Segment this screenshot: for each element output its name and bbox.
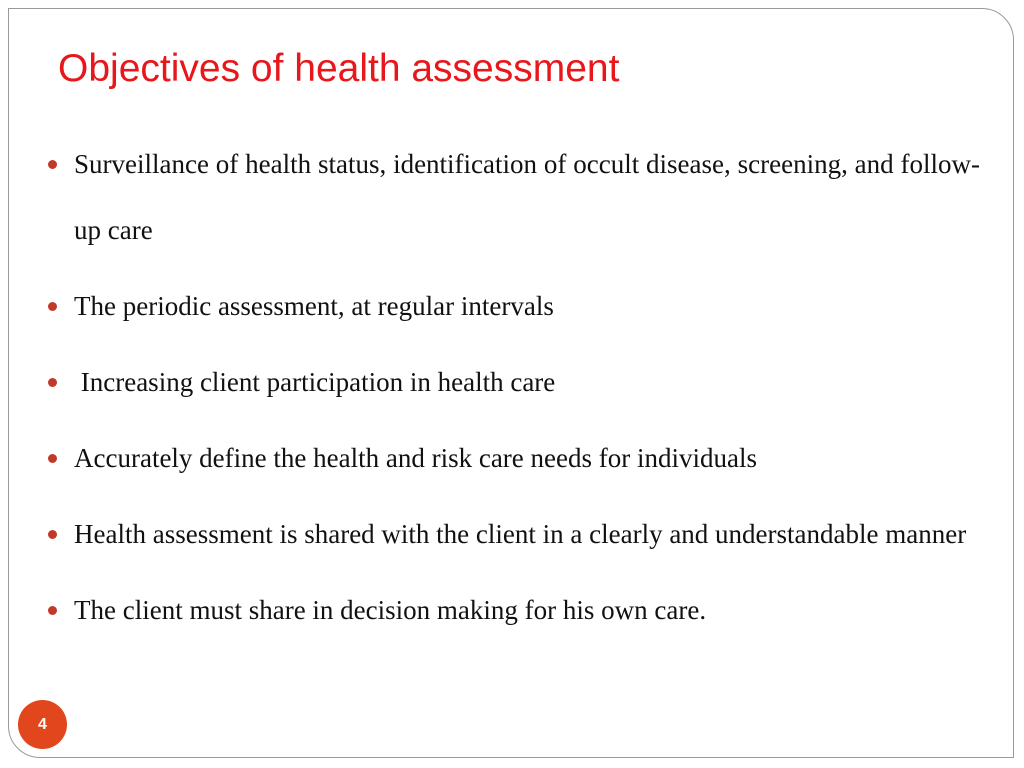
bullet-item xyxy=(48,349,980,415)
bullet-item xyxy=(48,273,980,339)
page-number-badge xyxy=(18,700,67,749)
bullet-item xyxy=(48,501,980,567)
bullet-item xyxy=(48,131,980,263)
bullet-text: The periodic assessment, at regular intervals xyxy=(74,291,554,321)
bullet-text: Increasing client participation in health care xyxy=(74,367,556,397)
bullet-dot xyxy=(48,454,57,463)
bullet-dot xyxy=(48,302,57,311)
slide-title: Objectives of health assessment xyxy=(58,47,620,90)
bullet-text: Health assessment is shared with the client in a clearly and understandable manner xyxy=(74,519,967,549)
bullet-list xyxy=(48,131,980,653)
bullet-dot xyxy=(48,160,57,169)
bullet-dot xyxy=(48,606,57,615)
page-number: 4 xyxy=(38,715,47,733)
bullet-text: Surveillance of health status, identification of occult disease, screening, and follow-up care xyxy=(74,149,980,245)
bullet-item xyxy=(48,577,980,643)
bullet-item xyxy=(48,425,980,491)
bullet-dot xyxy=(48,378,57,387)
bullet-dot xyxy=(48,530,57,539)
bullet-text: The client must share in decision making for his own care. xyxy=(74,595,707,625)
bullet-text: Accurately define the health and risk care needs for individuals xyxy=(74,443,757,473)
